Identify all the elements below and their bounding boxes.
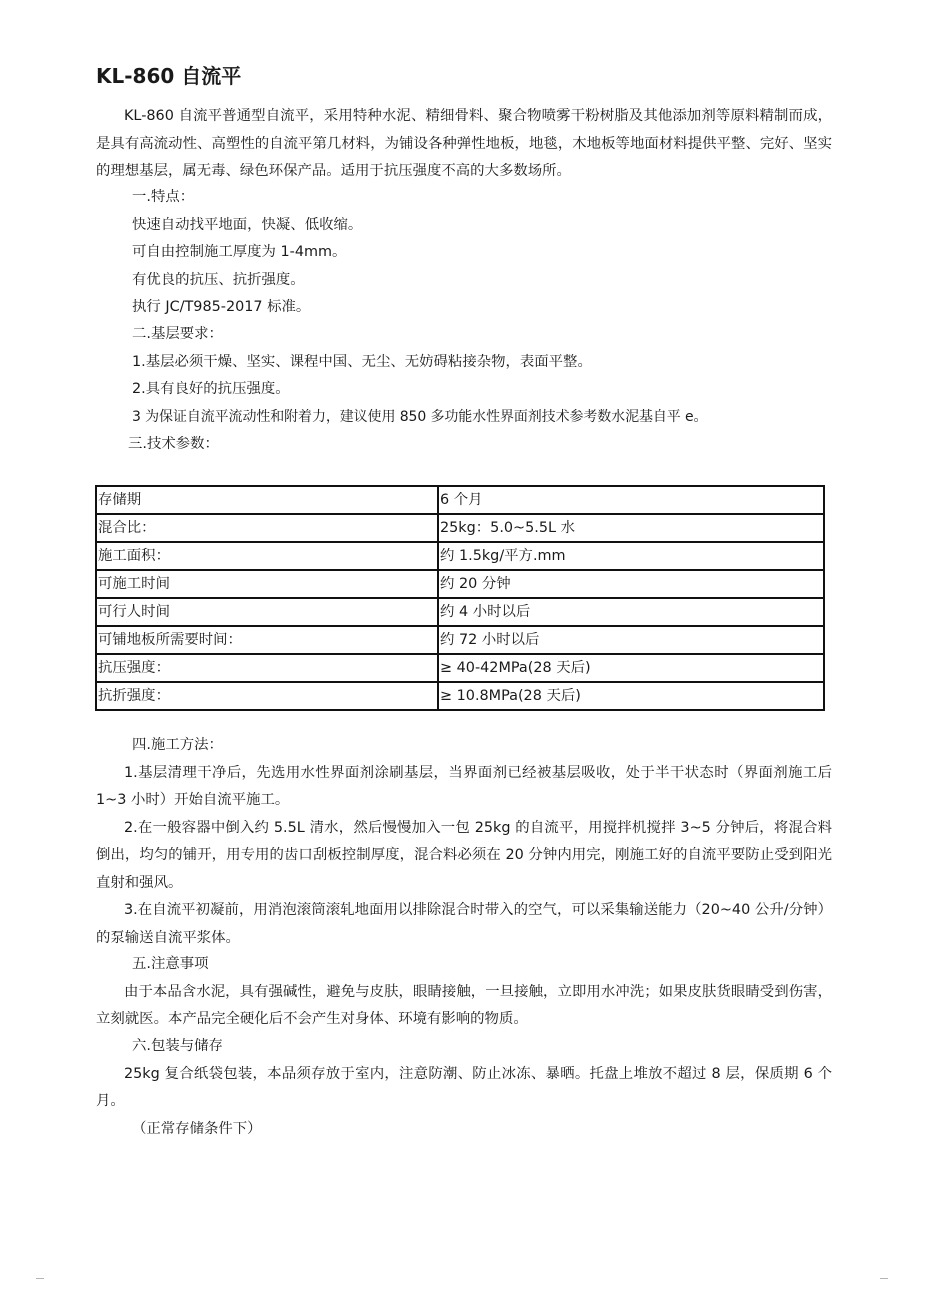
param-name: 混合比： xyxy=(96,514,438,542)
document-title: KL-860 自流平 xyxy=(96,64,242,88)
feature-item: 快速自动找平地面，快凝、低收缩。 xyxy=(132,216,363,233)
param-value: 6 个月 xyxy=(438,486,824,514)
param-name: 存储期 xyxy=(96,486,438,514)
method-heading: 四.施工方法： xyxy=(132,737,223,753)
method-section xyxy=(96,732,832,952)
technical-parameters-table xyxy=(95,485,825,711)
feature-item: 可自由控制施工厚度为 1-4mm。 xyxy=(132,244,347,260)
base-item: 1.基层必须干燥、坚实、课程中国、无尘、无妨碍粘接杂物，表面平整。 xyxy=(132,353,592,370)
notes-heading: 五.注意事项 xyxy=(132,956,209,972)
feature-item: 执行 JC/T985-2017 标准。 xyxy=(132,299,311,315)
param-value: ≥ 40-42MPa(28 天后) xyxy=(438,654,824,682)
param-value: ≥ 10.8MPa(28 天后) xyxy=(438,682,824,710)
packaging-paragraph: 25kg 复合纸袋包装，本品须存放于室内，注意防潮、防止冰冻、暴晒。托盘上堆放不超过 8 层，保质期 6 个月。 xyxy=(96,1065,832,1109)
table-row xyxy=(96,570,824,598)
table-row xyxy=(96,598,824,626)
packaging-section xyxy=(96,1033,832,1143)
notes-paragraph: 由于本品含水泥，具有强碱性，避免与皮肤，眼睛接触，一旦接触，立即用水冲洗；如果皮肤货眼睛受到伤害，立刻就医。本产品完全硬化后不会产生对身体、环境有影响的物质。 xyxy=(96,983,832,1027)
corner-mark xyxy=(880,1278,888,1279)
packaging-heading: 六.包装与储存 xyxy=(132,1038,223,1054)
method-step: 3.在自流平初凝前，用消泡滚筒滚轧地面用以排除混合时带入的空气，可以采集输送能力（20~40 公升/分钟）的泵输送自流平浆体。 xyxy=(96,902,832,946)
param-name: 可铺地板所需要时间： xyxy=(96,626,438,654)
param-value: 约 20 分钟 xyxy=(438,570,824,598)
param-name: 抗折强度： xyxy=(96,682,438,710)
method-step: 1.基层清理干净后，先选用水性界面剂涂刷基层，当界面剂已经被基层吸收，处于半干状态时（界面剂施工后 1~3 小时）开始自流平施工。 xyxy=(96,764,832,808)
table-row xyxy=(96,626,824,654)
param-value: 25kg：5.0~5.5L 水 xyxy=(438,514,824,542)
base-requirements-section xyxy=(96,321,832,459)
param-value: 约 1.5kg/平方.mm xyxy=(438,542,824,570)
base-item: 2.具有良好的抗压强度。 xyxy=(132,381,290,397)
param-value: 约 72 小时以后 xyxy=(438,626,824,654)
param-name: 抗压强度： xyxy=(96,654,438,682)
param-name: 可施工时间 xyxy=(96,570,438,598)
method-step: 2.在一般容器中倒入约 5.5L 清水，然后慢慢加入一包 25kg 的自流平，用搅拌机搅拌 3~5 分钟后，将混合料倒出，均匀的铺开，用专用的齿口刮板控制厚度，混合料必须在 20 分钟内用完，刚施工好的自流平要防止受到阳光直射和强风。 xyxy=(96,819,832,891)
params-heading: 三.技术参数： xyxy=(128,436,219,452)
param-value: 约 4 小时以后 xyxy=(438,598,824,626)
param-name: 可行人时间 xyxy=(96,598,438,626)
features-heading: 一.特点： xyxy=(132,189,195,205)
features-section xyxy=(96,184,832,322)
table-row xyxy=(96,486,824,514)
notes-section xyxy=(96,951,832,1034)
base-item: 3 为保证自流平流动性和附着力，建议使用 850 多功能水性界面剂技术参考数水泥基自平 e。 xyxy=(132,408,708,425)
feature-item: 有优良的抗压、抗折强度。 xyxy=(132,271,305,288)
table-row xyxy=(96,542,824,570)
packaging-note: （正常存储条件下） xyxy=(132,1120,262,1137)
corner-mark xyxy=(36,1278,44,1279)
table-row xyxy=(96,514,824,542)
base-heading: 二.基层要求： xyxy=(132,326,223,342)
table-row xyxy=(96,654,824,682)
intro-paragraph: KL-860 自流平普通型自流平，采用特种水泥、精细骨料、聚合物喷雾干粉树脂及其他添加剂等原料精制而成，是具有高流动性、高塑性的自流平第几材料，为铺设各种弹性地板，地毯，木地板等地面材料提供平整、完好、坚实的理想基层，属无毒、绿色环保产品。适用于抗压强度不高的大多数场所。 xyxy=(96,108,832,179)
param-name: 施工面积： xyxy=(96,542,438,570)
table-row xyxy=(96,682,824,710)
intro-section xyxy=(96,103,832,186)
